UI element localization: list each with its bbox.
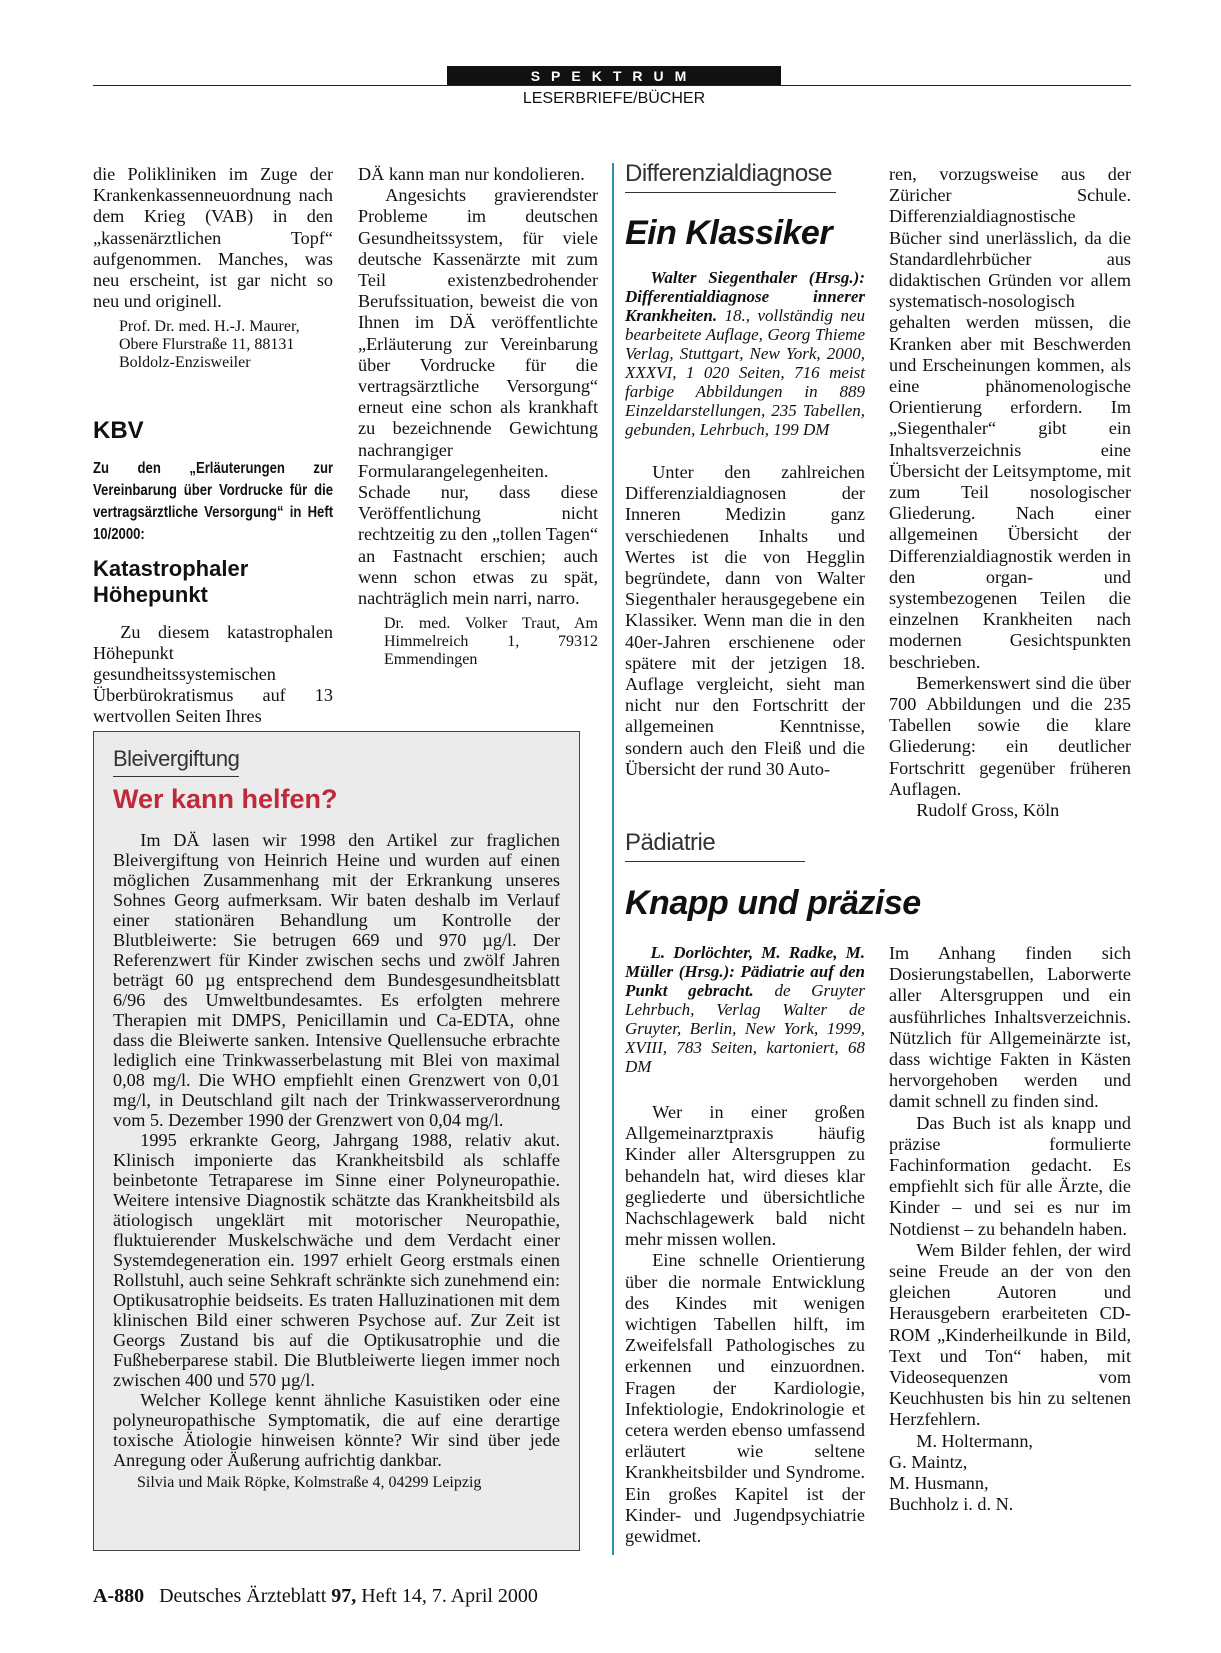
review2-paragraph: Im Anhang finden sich Dosierungstabellen, Laborwerte aller Altersgruppen und ein ausführliches Inhaltsverzeichnis. Nützlich für Allgemeinärzte ist, dass wichtige Fakten in Kästen hervorgehoben werden und damit schnell zu finden sind. xyxy=(889,943,1131,1112)
review2-topic-wrap xyxy=(625,829,805,862)
box-topic: Bleivergiftung xyxy=(113,746,239,777)
column-2 xyxy=(358,164,598,669)
review2-signature xyxy=(889,1431,1131,1516)
letter-traut-text-cont: DÄ kann man nur kondolieren. xyxy=(358,164,585,184)
box-signature: Silvia und Maik Röpke, Kolmstraße 4, 04299 Leipzig xyxy=(137,1474,482,1491)
box-paragraph: 1995 erkrankte Georg, Jahrgang 1988, relativ akut. Klinisch imponierte das Krankheitsbild als schlaffe beinbetonte Tetraparese im Sinne einer Polyneuropathie. Weitere intensive Diagnostik schätzte das Krankheitsbild als ätiologisch ungeklärt mit motorischer Neuropathie, fluktuierender Muskelschwäche und dem Verdacht einer Systemdegeneration ein. 1997 erhielt Georg erstmals einen Rollstuhl, auch seine Sehkraft schränkte sich zunehmend ein: Optikusatrophie beidseits. Es traten Halluzinationen mit dem klinischen Bild einer schweren Psychose auf. Zur Zeit ist Georgs Zustand bis auf die Optikusatrophie und die Fußheberparese stabil. Die Blutbleiwerte liegen immer noch zwischen 400 und 570 µg/l. xyxy=(113,1130,560,1390)
sig-line: Prof. Dr. med. H.-J. Maurer, xyxy=(119,318,300,336)
sig-line: M. Holtermann, xyxy=(916,1430,1033,1451)
review1-topic: Differenzialdiagnose xyxy=(625,160,836,193)
journal-name: Deutsches Ärzteblatt xyxy=(159,1585,327,1607)
box-body xyxy=(113,830,560,1492)
box-paragraph: Im DÄ lasen wir 1998 den Artikel zur fraglichen Bleivergiftung von Heinrich Heine und wurden auf einen möglichen Zusammenhang mit der Erkrankung unseres Sohnes Georg aufmerksam. Wir baten deshalb im Verlauf einer stationären Behandlung um Kontrolle der Blutbleiwerte: Sie betrugen 669 und 970 µg/l. Der Referenzwert für Kinder zwischen sechs und zwölf Jahren beträgt 60 µg entsprechend dem Bundesgesundheitsblatt 6/96 des Umweltbundesamtes. Es erfolgten mehrere Therapien mit DMPS, Penicillamin und Ca-EDTA, ohne dass die Bleiwerte sanken. Intensive Quellensuche erbrachte lediglich eine Trinkwasserbelastung mit Blei von maximal 0,08 mg/l. Die WHO empfiehlt einen Grenzwert von 0,01 mg/l, in Deutschland gilt nach der Trinkwasserverordnung vom 5. Dezember 1990 der Grenzwert von 0,04 mg/l. xyxy=(113,830,560,1130)
letter-title: Katastrophaler Höhepunkt xyxy=(93,555,249,607)
review2-topic: Pädiatrie xyxy=(625,829,805,862)
review2-bib-details: de Gruyter Lehrbuch, Verlag Walter de Gruyter, Berlin, New York, 1999, XVIII, 783 Seiten, kartoniert, 68 DM xyxy=(625,981,865,1076)
signature-traut: Dr. med. Volker Traut, Am Himmelreich 1, 79312 Emmendingen xyxy=(384,615,598,669)
journal-volume: 97, xyxy=(331,1585,357,1607)
review2-paragraph: Wem Bilder fehlen, der wird seine Freude an der von den gleichen Autoren und Herausgebern erarbeiteten CD-ROM „Kinderheilkunde in Bild, Text und Ton“ haben, mit Videosequenzen vom Keuchhusten bis hin zu seltenen Herzfehlern. xyxy=(889,1239,1131,1430)
review2-paragraph: Das Buch ist als knapp und präzise formulierte Fachinformation gedacht. Es empfiehlt sich für alle Ärzte, die Kinder – und sei es nur im Notdienst – zu behandeln haben. xyxy=(889,1112,1131,1239)
journal-issue: Heft 14, 7. April 2000 xyxy=(361,1585,538,1607)
review1-paragraph: ren, vorzugsweise aus der Züricher Schule. Differenzialdiagnostische Bücher sind unerlässlich, da die Standardlehrbücher aus didaktischen Gründen vor allem systematisch-nosologisch gehalten werden müssen, die Kranken aber mit Beschwerden und Erscheinungen kommen, als eine phänomenologische Orientierung erfordern. Im „Siegenthaler“ gibt ein Inhaltsverzeichnis eine Übersicht der Leitsymptome, mit zum Teil nosologischer Gliederung. Nach einer allgemeinen Übersicht der Differenzialdiagnostik werden in den organ- und systembezogenen Teilen die einzelnen Krankheiten nach modernen Gesichtspunkten beschrieben. xyxy=(889,164,1131,672)
signature-maurer xyxy=(93,318,333,372)
review1-title: Ein Klassiker xyxy=(625,214,833,252)
column-1 xyxy=(93,164,333,728)
sig-line: Buchholz i. d. N. xyxy=(889,1494,1014,1515)
review1-bib-details: 18., vollständig neu bearbeitete Auflage, Georg Thieme Verlag, Stuttgart, New York, 2000, XXXVI, 1 020 Seiten, 716 meist farbige Abbildungen in 889 Einzeldarstellungen, 235 Tabellen, gebunden, Lehrbuch, 199 DM xyxy=(625,306,865,439)
sig-line: M. Husmann, xyxy=(889,1473,989,1494)
letter-traut-text-start: Zu diesem katastrophalen Höhepunkt gesundheitssystemischen Überbürokratismus auf 13 wertvollen Seiten Ihres xyxy=(93,621,333,727)
sig-line: G. Maintz, xyxy=(889,1451,968,1472)
box-title: Wer kann helfen? xyxy=(113,784,338,814)
review1-col-a xyxy=(625,268,865,780)
review1-signature: Rudolf Gross, Köln xyxy=(916,800,1060,821)
review2-title: Knapp und präzise xyxy=(625,884,921,922)
box-paragraph: Welcher Kollege kennt ähnliche Kasuistiken oder eine polyneuropathische Symptomatik, die auf eine derartige toxische Ätiologie hinweisen könnte? Wir sind über jede Anregung oder Äußerung aufrichtig dankbar. xyxy=(113,1390,560,1470)
review1-topic-wrap xyxy=(625,160,836,193)
column-divider xyxy=(612,163,614,1555)
page-footer xyxy=(93,1585,538,1608)
header-rule xyxy=(93,85,1131,86)
review2-bib-author: L. Dorlöchter, M. Radke, M. Müller (Hrsg.): Pädiatrie auf den Punkt gebracht. xyxy=(625,943,865,1000)
section-subtitle: LESERBRIEFE/BÜCHER xyxy=(522,90,706,107)
review1-bib-author: Walter Siegenthaler (Hrsg.): Differentialdiagnose innerer Krankheiten. xyxy=(625,268,865,325)
letter-traut-text-main: Angesichts gravierendster Probleme im deutschen Gesundheitssystem, für viele deutsche Kassenärzte mit zum Teil existenzbedrohender Berufssituation, beweist die von Ihnen im DÄ veröffentlichte „Erläuterung zur Vereinbarung über Vordrucke für die vertragsärztliche Versorgung“ erneut eine schon als krankhaft zu bezeichnende Gewichtung nachrangiger Formularangelegenheiten. Schade nur, dass diese Veröffentlichung nicht rechtzeitig zu den „tollen Tagen“ an Fastnacht erschien; auch wenn schon etwas zu spät, nachträglich mein narri, narro. xyxy=(358,185,598,609)
review2-col-a xyxy=(625,943,865,1547)
review2-paragraph: Wer in einer großen Allgemeinarztpraxis häufig Kinder aller Altersgruppen zu behandeln hat, wird dieses klar gegliederte und übersichtliche Nachschlagewerk bald nicht mehr missen wollen. xyxy=(625,1102,865,1250)
review1-paragraph: Unter den zahlreichen Differenzialdiagnosen der Inneren Medizin ganz verschiedenen Inhalts und Wertes ist die von Hegglin begründete, dann von Walter Siegenthaler herausgegebene ein Klassiker. Wenn man die in den 40er-Jahren erschienene oder spätere mit der jetzigen 18. Auflage vergleicht, sieht man nicht nur den Fortschritt der allgemeinen Kenntnisse, sondern auch den Fleiß und die Übersicht der rund 30 Auto- xyxy=(625,462,865,779)
kbv-reference: Zu den „Erläuterungen zur Vereinbarung über Vordrucke für die vertragsärztliche Versorgung“ in Heft 10/2000: xyxy=(93,459,334,543)
letter-maurer-text: die Polikliniken im Zuge der Krankenkassenneuordnung nach dem Krieg (VAB) in den „kassenärztlichen Topf“ aufgenommen. Manches, was neu erscheint, ist gar nicht so neu und originell. xyxy=(93,164,333,312)
lead-poisoning-box xyxy=(93,731,580,1551)
review2-col-b xyxy=(889,943,1131,1515)
review1-col-b xyxy=(889,164,1131,821)
review1-paragraph: Bemerkenswert sind die über 700 Abbildungen und die 235 Tabellen sowie die klare Gliederung: ein deutlicher Fortschritt gegenüber früheren Auflagen. xyxy=(889,672,1131,799)
kbv-heading: KBV xyxy=(93,417,144,445)
review1-bibliography xyxy=(625,268,865,439)
sig-line: Boldolz-Enzisweiler xyxy=(119,354,251,372)
review2-paragraph: Eine schnelle Orientierung über die normale Entwicklung des Kindes mit wenigen wichtigen Tabellen hilft, im Zweifelsfall Pathologisches zu erkennen und einzuordnen. Fragen der Kardiologie, Infektiologie, Endokrinologie et cetera werden ebenso umfassend erläutert wie seltene Krankheitsbilder und Syndrome. Ein großes Kapitel ist der Kinder- und Jugendpsychiatrie gewidmet. xyxy=(625,1250,865,1547)
page-number: A-880 xyxy=(93,1585,145,1607)
review2-bibliography xyxy=(625,943,865,1076)
section-banner: SPEKTRUM xyxy=(447,66,781,86)
sig-line: Obere Flurstraße 11, 88131 xyxy=(119,336,295,354)
